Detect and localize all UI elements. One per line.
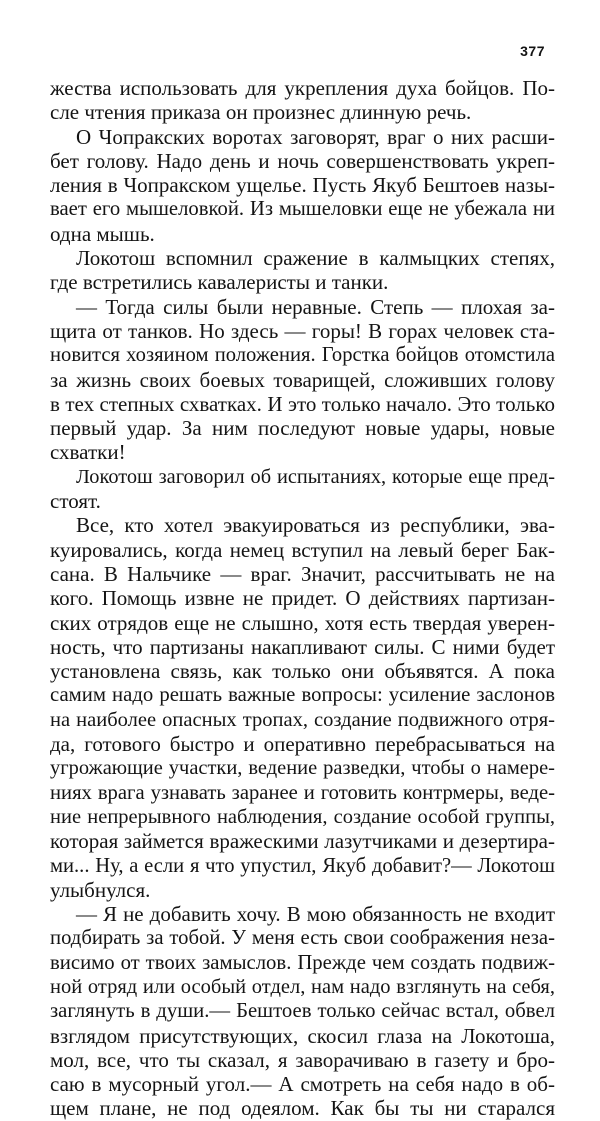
text-line: Локотош заговорил об испытаниях, которые еще пред- xyxy=(76,465,555,488)
text-line: ниях врага узнавать заранее и готовить контрмеры, веде- xyxy=(50,781,555,804)
text-line: щем плане, не под одеялом. Как бы ты ни старался xyxy=(50,1096,555,1121)
text-line: стоят. xyxy=(50,489,101,514)
text-line: саю в мусорный угол.— А смотреть на себя надо в об- xyxy=(50,1072,555,1097)
text-line: ние непрерывного наблюдения, создание особой группы, xyxy=(50,805,555,828)
text-line: — Тогда силы были неравные. Степь — плохая за- xyxy=(76,294,555,319)
text-line: подбирать за тобой. У меня есть свои соображения неза- xyxy=(50,927,555,950)
text-line: ми... Ну, а если я что упустил, Якуб добавит?— Локотош xyxy=(50,854,555,877)
text-line: установлена связь, как только они объявятся. А пока xyxy=(50,659,555,684)
text-line: заглянуть в души.— Бештоев только сейчас встал, обвел xyxy=(50,1000,555,1023)
text-line: схватки! xyxy=(50,440,126,465)
text-line: улыбнулся. xyxy=(50,877,151,902)
page-number: 377 xyxy=(520,43,545,59)
text-line: где встретились кавалеристы и танки. xyxy=(50,270,389,295)
text-line: О Чопракских воротах заговорят, враг о них расши- xyxy=(76,124,555,149)
text-line: первый удар. За ним последуют новые удары, новые xyxy=(50,416,555,441)
text-line: — Я не добавить хочу. В мою обязанность не входит xyxy=(76,902,555,927)
text-line: вает его мышеловкой. Из мышеловки еще не убежала ни xyxy=(50,198,555,221)
text-line: щита от танков. Но здесь — горы! В горах человек ста- xyxy=(50,318,555,343)
text-line: да, готового быстро и оперативно перебрасываться на xyxy=(50,732,555,757)
text-line: ских отрядов еще не слышно, хотя есть твердая уверен- xyxy=(50,610,555,635)
text-line: куировались, когда немец вступил на левый берег Бак- xyxy=(50,537,555,562)
text-line: взглядом присутствующих, скосил глаза на Локотоша, xyxy=(50,1023,555,1048)
text-line: мол, все, что ты сказал, я заворачиваю в газету и бро- xyxy=(50,1047,555,1072)
text-line: одна мышь. xyxy=(50,221,155,246)
text-line: новится хозяином положения. Горстка бойцов отомстила xyxy=(50,344,555,367)
text-line: самим надо решать важные вопросы: усиление заслонов xyxy=(50,684,555,707)
text-line: кого. Помощь извне не придет. О действиях партизан- xyxy=(50,586,555,611)
body-text xyxy=(50,76,555,1121)
text-line: ной отряд или особый отдел, нам надо взглянуть на себя, xyxy=(50,975,555,998)
text-line: бет голову. Надо день и ночь совершенствовать укреп- xyxy=(50,148,555,173)
text-line: в тех степных схватках. И это только начало. Это только xyxy=(50,391,555,416)
text-line: сле чтения приказа он произнес длинную речь. xyxy=(50,100,472,125)
text-line: Все, кто хотел эвакуироваться из республики, эва- xyxy=(76,513,555,538)
text-line: Локотош вспомнил сражение в калмыцких степях, xyxy=(76,246,555,271)
text-line: ность, что партизаны накапливают силы. С ними будет xyxy=(50,634,555,659)
text-line: угрожающие участки, ведение разведки, чтобы о намере- xyxy=(50,757,555,780)
text-line: ления в Чопракском ущелье. Пусть Якуб Бештоев назы- xyxy=(50,173,555,198)
text-line: на наиболее опасных тропах, создание подвижного отря- xyxy=(50,708,555,731)
text-line: за жизнь своих боевых товарищей, сложивших голову xyxy=(50,367,555,392)
text-line: висимо от твоих замыслов. Прежде чем создать подвиж- xyxy=(50,951,555,974)
text-line: которая займется вражескими лазутчиками и дезертира- xyxy=(50,829,555,854)
text-line: сана. В Нальчике — враг. Значит, рассчитывать не на xyxy=(50,561,555,586)
text-line: жества использовать для укрепления духа бойцов. По- xyxy=(50,76,555,100)
